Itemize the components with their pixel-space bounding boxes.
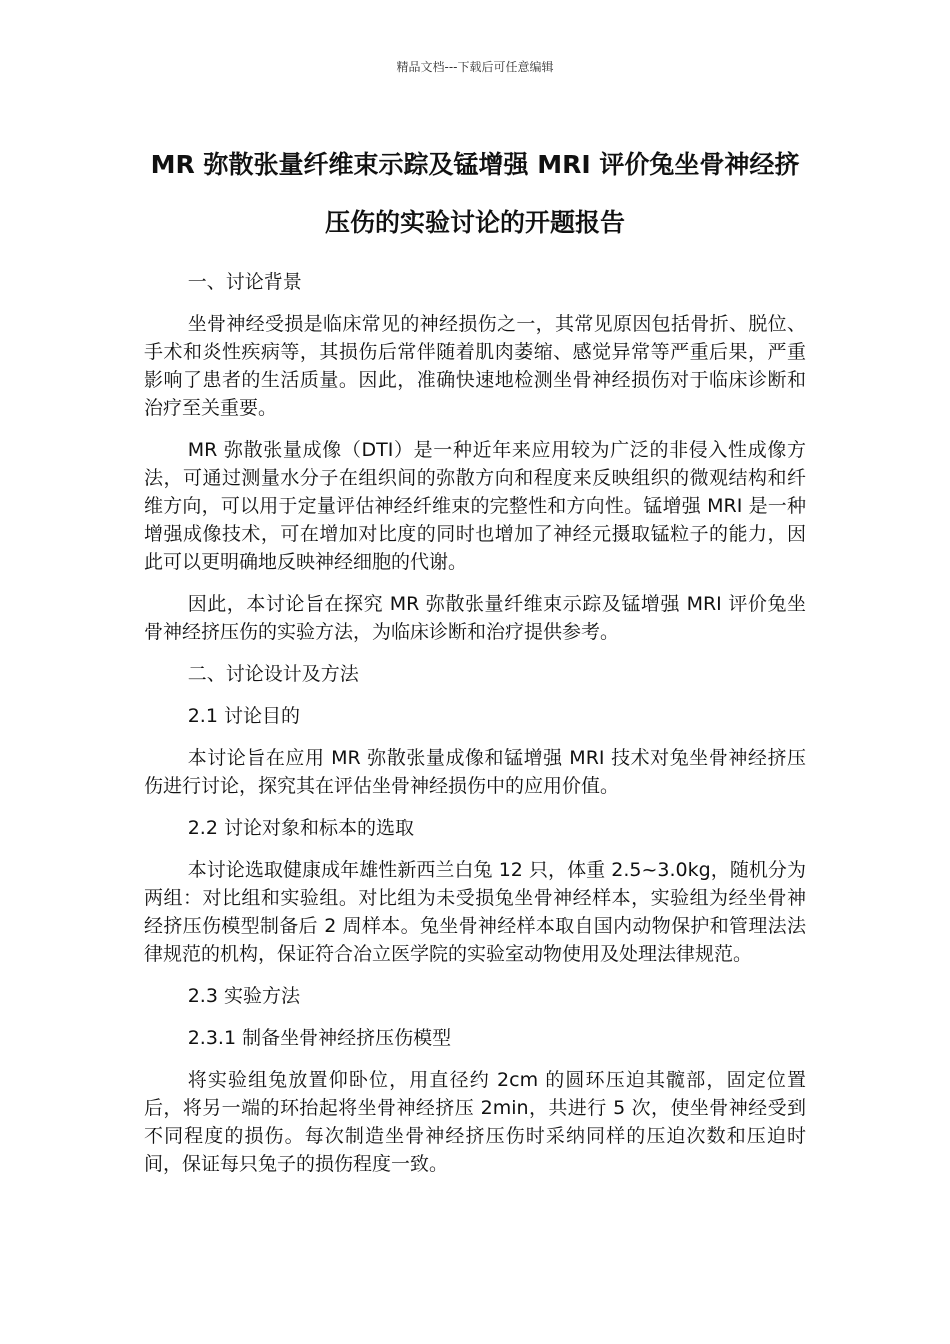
subsection-heading: 2.2 讨论对象和标本的选取 [187, 817, 414, 839]
paragraph: MR 弥散张量成像（DTI）是一种近年来应用较为广泛的非侵入性成像方法，可通过测量水分子在组织间的弥散方向和程度来反映组织的微观结构和纤维方向，可以用于定量评估神经纤维束的完整性和方向性。锰增强 MRI 是一种增强成像技术，可在增加对比度的同时也增加了神经元摄取锰粒子的能力，因此可以更明确地反映神经细胞的代谢。 [144, 439, 806, 573]
section-heading: 二、讨论设计及方法 [187, 663, 359, 685]
section-heading: 一、讨论背景 [187, 271, 302, 293]
header-note: 精品文档---下载后可任意编辑 [396, 60, 554, 74]
paragraph: 将实验组兔放置仰卧位，用直径约 2cm 的圆环压迫其髋部，固定位置后，将另一端的环抬起将坐骨神经挤压 2min，共进行 5 次，使坐骨神经受到不同程度的损伤。每次制造坐骨神经挤压伤时采纳同样的压迫次数和压迫时间，保证每只兔子的损伤程度一致。 [144, 1069, 806, 1175]
subsection-heading: 2.1 讨论目的 [187, 705, 300, 727]
paragraph: 因此，本讨论旨在探究 MR 弥散张量纤维束示踪及锰增强 MRI 评价兔坐骨神经挤压伤的实验方法，为临床诊断和治疗提供参考。 [144, 593, 806, 643]
subsection-heading: 2.3 实验方法 [187, 985, 300, 1007]
document-body [144, 268, 806, 1192]
document-title: MR 弥散张量纤维束示踪及锰增强 MRI 评价兔坐骨神经挤压伤的实验讨论的开题报告 [150, 150, 800, 237]
subsection-heading: 2.3.1 制备坐骨神经挤压伤模型 [187, 1027, 452, 1049]
paragraph: 本讨论选取健康成年雄性新西兰白兔 12 只，体重 2.5~3.0kg，随机分为两组：对比组和实验组。对比组为未受损兔坐骨神经样本，实验组为经坐骨神经挤压伤模型制备后 2 周样本。兔坐骨神经样本取自国内动物保护和管理法法律规范的机构，保证符合冶立医学院的实验室动物使用及处理法律规范。 [144, 859, 806, 965]
paragraph: 坐骨神经受损是临床常见的神经损伤之一，其常见原因包括骨折、脱位、手术和炎性疾病等，其损伤后常伴随着肌肉萎缩、感觉异常等严重后果，严重影响了患者的生活质量。因此，准确快速地检测坐骨神经损伤对于临床诊断和治疗至关重要。 [144, 313, 806, 419]
paragraph: 本讨论旨在应用 MR 弥散张量成像和锰增强 MRI 技术对兔坐骨神经挤压伤进行讨论，探究其在评估坐骨神经损伤中的应用价值。 [144, 747, 806, 797]
